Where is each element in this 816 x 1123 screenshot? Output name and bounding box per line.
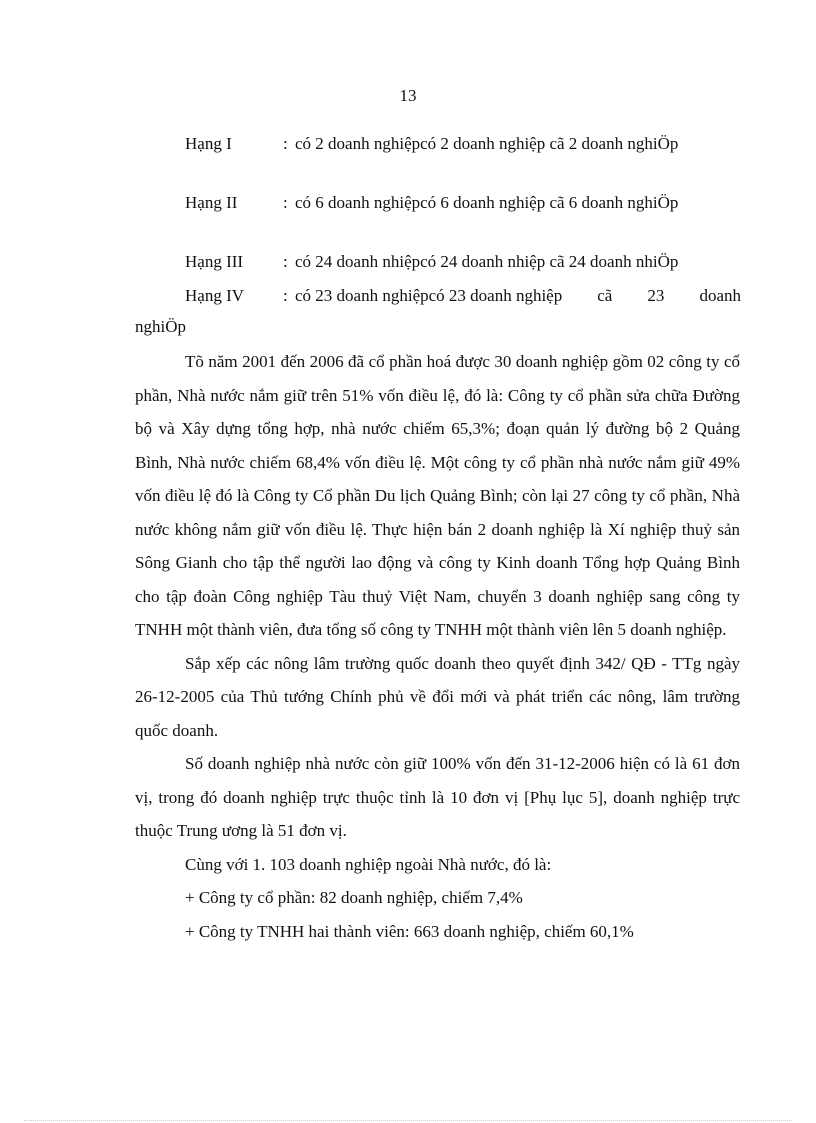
paragraph: Số doanh nghiệp nhà nước còn giữ 100% vốn đến 31-12-2006 hiện có là 61 đơn vị, trong đó doanh nghiệp trực thuộc tỉnh là 10 đơn vị [Phụ lục 5], doanh nghiệp trực thuộc Trung ương là 51 đơn vị. xyxy=(135,754,740,840)
rank-colon: : xyxy=(283,286,288,305)
rank-colon: : xyxy=(283,134,288,153)
paragraph: Cùng với 1. 103 doanh nghiệp ngoài Nhà nước, đó là: xyxy=(185,854,552,874)
rank-description-part: cã xyxy=(597,286,613,305)
page-number: 13 xyxy=(399,86,417,105)
paragraph: Tõ năm 2001 đến 2006 đã cổ phần hoá được 30 doanh nghiệp gồm 02 công ty cổ phần, Nhà nước nắm giữ trên 51% vốn điều lệ, đó là: Công ty cổ phần sửa chữa Đường bộ và Xây dựng tổng hợp, nhà nước chiếm 65,3%; đoạn quản lý đường bộ 2 Quảng Bình, Nhà nước chiếm 68,4% vốn điều lệ. Một công ty cổ phần nhà nước nắm giữ 49% vốn điều lệ đó là Công ty Cổ phần Du lịch Quảng Bình; còn lại 27 công ty cổ phần, Nhà nước không nắm giữ vốn điều lệ. Thực hiện bán 2 doanh nghiệp là Xí nghiệp thuỷ sản Sông Gianh cho tập thể người lao động và công ty Kinh doanh Tổng hợp Quảng Bình cho tập đoàn Công nghiệp Tàu thuỷ Việt Nam, chuyển 3 doanh nghiệp sang công ty TNHH một thành viên, đưa tổng số công ty TNHH một thành viên lên 5 doanh nghiệp. xyxy=(135,352,740,639)
page-bottom-rule xyxy=(24,1120,792,1121)
rank-description-part: doanh xyxy=(699,286,741,305)
rank-description xyxy=(295,286,741,306)
list-item: + Công ty cổ phần: 82 doanh nghiệp, chiếm 7,4% xyxy=(185,888,523,907)
rank-colon: : xyxy=(283,193,288,212)
rank-description: có 6 doanh nghiệpcó 6 doanh nghiệp cã 6 doanh nghiÖp xyxy=(295,193,679,212)
rank-description-continuation: nghiÖp xyxy=(135,317,186,336)
rank-description: có 2 doanh nghiệpcó 2 doanh nghiệp cã 2 doanh nghiÖp xyxy=(295,134,679,153)
rank-description: có 24 doanh nhiệpcó 24 doanh nhiệp cã 24 doanh nhiÖp xyxy=(295,252,679,271)
rank-label: Hạng IV xyxy=(185,286,245,305)
rank-description-part: 23 xyxy=(647,286,665,305)
paragraph: Sắp xếp các nông lâm trường quốc doanh theo quyết định 342/ QĐ - TTg ngày 26-12-2005 của Thủ tướng Chính phủ về đổi mới và phát triển các nông, lâm trường quốc doanh. xyxy=(135,653,740,740)
rank-description-part: có 23 doanh nghiệpcó 23 doanh nghiệp xyxy=(295,286,563,305)
rank-colon: : xyxy=(283,252,288,271)
rank-label: Hạng III xyxy=(185,252,244,271)
rank-label: Hạng I xyxy=(185,134,232,153)
list-item: + Công ty TNHH hai thành viên: 663 doanh nghiệp, chiếm 60,1% xyxy=(185,921,634,941)
rank-label: Hạng II xyxy=(185,193,238,212)
body-text xyxy=(135,345,740,948)
